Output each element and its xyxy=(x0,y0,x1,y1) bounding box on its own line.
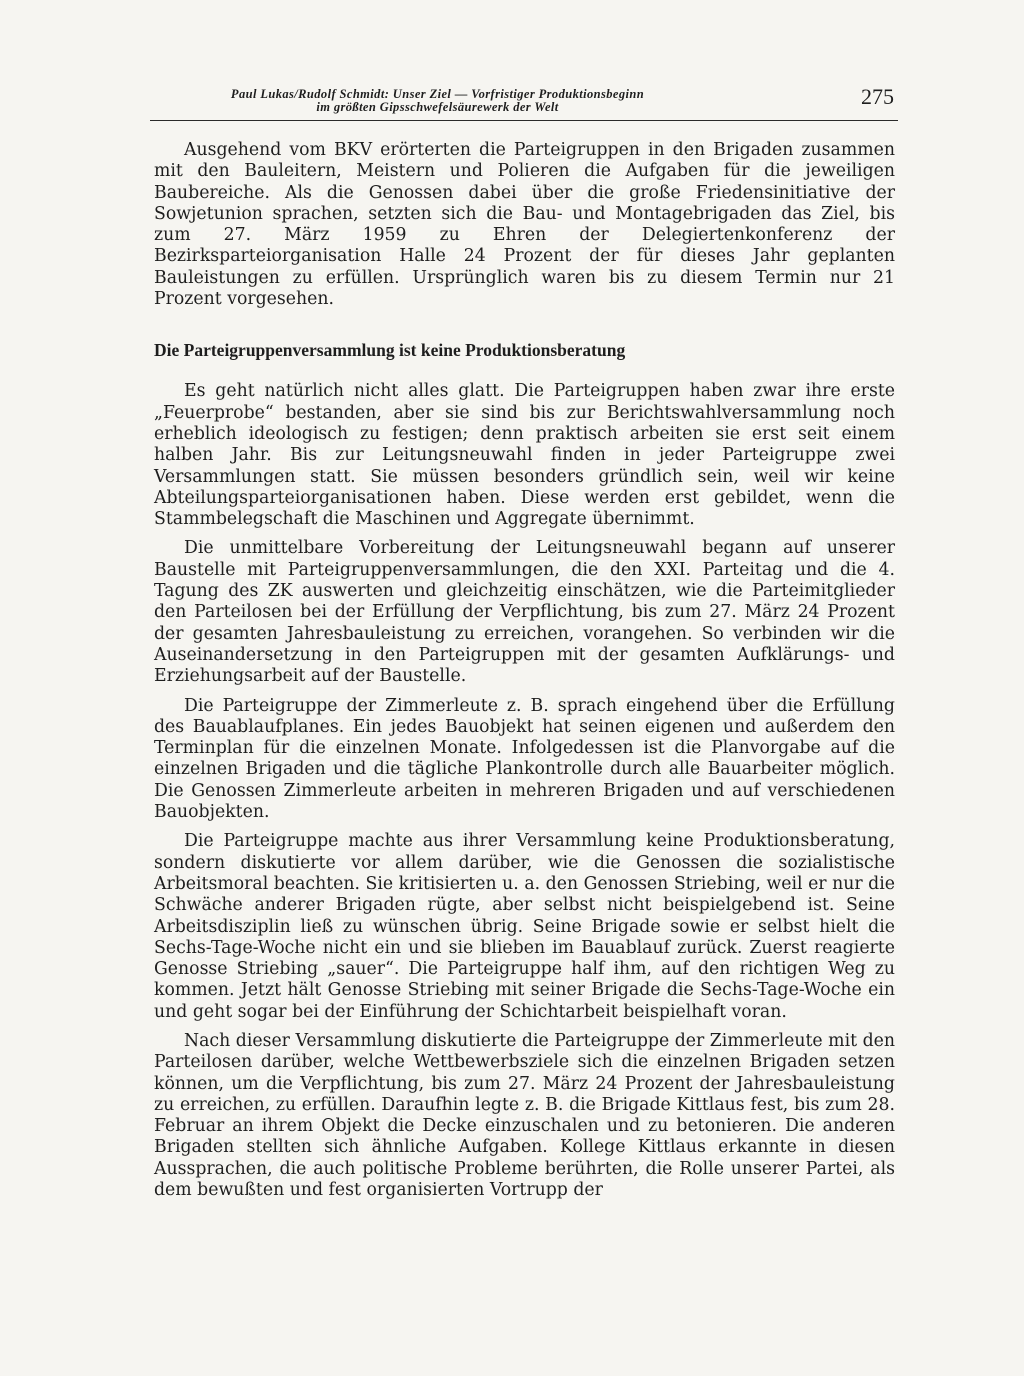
header-title-line-2: im größten Gipsschwefelsäurewerk der Welt xyxy=(316,100,559,114)
paragraph-5: Die Parteigruppe machte aus ihrer Versammlung keine Produktionsberatung, sondern diskutierte vor allem darüber, wie die Genossen die sozialistische Arbeitsmoral beachten. Sie kritisierten u. a. den Genossen Striebing, weil er nur die Schwäche anderer Brigaden rügte, aber selbst nicht beispielgebend ist. Seine Arbeitsdisziplin ließ zu wünschen übrig. Seine Brigade sowie er selbst hielt die Sechs-Tage-Woche nicht ein und sie blieben im Bauablauf zurück. Zuerst reagierte Genosse Striebing „sauer“. Die Parteigruppe half ihm, auf den richtigen Weg zu kommen. Jetzt hält Genosse Striebing mit seiner Brigade die Sechs-Tage-Woche ein und geht sogar bei der Einführung der Schichtarbeit beispielhaft voran. xyxy=(154,831,895,1022)
header-rule xyxy=(150,120,898,121)
paragraph-1: Ausgehend vom BKV erörterten die Parteigruppen in den Brigaden zusammen mit den Bauleitern, Meistern und Polieren die Aufgaben für die jeweiligen Baubereiche. Als die Genossen dabei über die große Friedensinitiative der Sowjetunion sprachen, setzten sich die Bau- und Montagebrigaden das Ziel, bis zum 27. März 1959 zu Ehren der Delegiertenkonferenz der Bezirksparteiorganisation Halle 24 Prozent der für dieses Jahr geplanten Bauleistungen zu erfüllen. Ursprünglich waren bis zu diesem Termin nur 21 Prozent vorgesehen. xyxy=(154,140,895,310)
header-title-line-1: Paul Lukas/Rudolf Schmidt: Unser Ziel — Vorfristiger Produktionsbeginn xyxy=(230,87,645,101)
paragraph-6: Nach dieser Versammlung diskutierte die Parteigruppe der Zimmerleute mit den Parteilosen darüber, welche Wettbewerbsziele sich die einzelnen Brigaden setzen können, um die Verpflichtung, bis zum 27. März 24 Prozent der Jahresbauleistung zu erreichen, zu erfüllen. Daraufhin legte z. B. die Brigade Kittlaus fest, bis zum 28. Februar an ihrem Objekt die Decke einzuschalen und zu betonieren. Die anderen Brigaden stellten sich ähnliche Aufgaben. Kollege Kittlaus erkannte in diesen Aussprachen, die auch politische Probleme berührten, die Rolle unserer Partei, als dem bewußten und fest organisierten Vortrupp der xyxy=(154,1030,895,1201)
paragraph-3: Die unmittelbare Vorbereitung der Leitungsneuwahl begann auf unserer Baustelle mit Parteigruppenversammlungen, die den XXI. Parteitag und die 4. Tagung des ZK auswerten und gleichzeitig einschätzen, wie die Parteimitglieder den Parteilosen bei der Erfüllung der Verpflichtung, bis zum 27. März 24 Prozent der gesamten Jahresbauleistung zu erreichen, vorangehen. So verbinden wir die Auseinandersetzung in den Parteigruppen mit der gesamten Aufklärungs- und Erziehungsarbeit auf der Baustelle. xyxy=(154,538,895,687)
paragraph-2: Es geht natürlich nicht alles glatt. Die Parteigruppen haben zwar ihre erste „Feuerprobe“ bestanden, aber sie sind bis zur Berichtswahlversammlung noch erheblich ideologisch zu festigen; denn praktisch arbeiten sie erst seit einem halben Jahr. Bis zur Leitungsneuwahl finden in jeder Parteigruppe zwei Versammlungen statt. Sie müssen besonders gründlich sein, weil wir keine Abteilungsparteiorganisationen haben. Diese werden erst gebildet, wenn die Stammbelegschaft die Maschinen und Aggregate übernimmt. xyxy=(154,381,895,530)
body-text xyxy=(154,140,895,1209)
section-heading: Die Parteigruppenversammlung ist keine Produktionsberatung xyxy=(154,340,626,361)
page-number: 275 xyxy=(861,84,894,109)
paragraph-4: Die Parteigruppe der Zimmerleute z. B. sprach eingehend über die Erfüllung des Bauablaufplanes. Ein jedes Bauobjekt hat seinen eigenen und außerdem den Terminplan für die einzelnen Monate. Infolgedessen ist die Planvorgabe auf die einzelnen Brigaden und die tägliche Plankontrolle durch alle Bauarbeiter möglich. Die Genossen Zimmerleute arbeiten in mehreren Brigaden und auf verschiedenen Bauobjekten. xyxy=(154,695,895,823)
running-header-title xyxy=(150,88,725,114)
running-header xyxy=(150,84,898,124)
